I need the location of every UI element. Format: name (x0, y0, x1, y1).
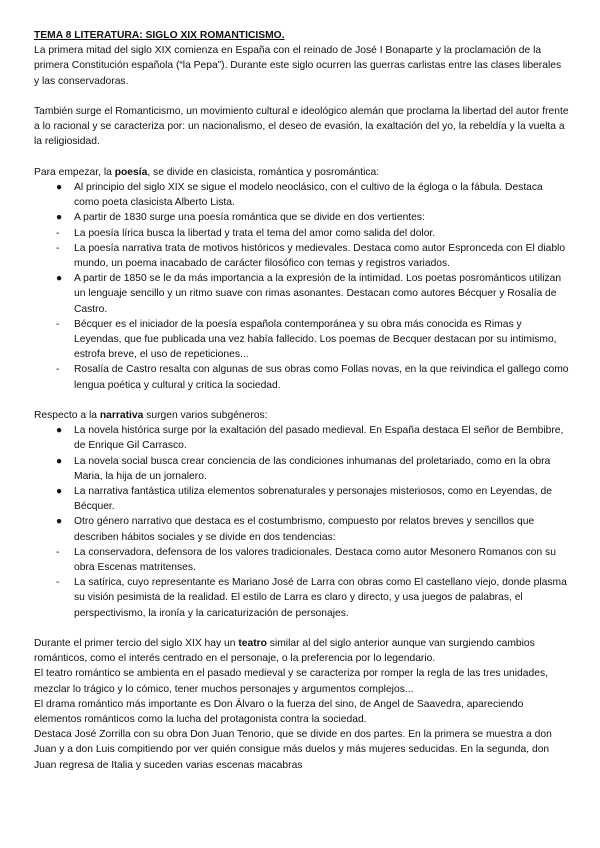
narrativa-keyword: narrativa (99, 410, 144, 422)
intro-paragraph-2: También surge el Romanticismo, un movimiento cultural e ideológico alemán que proclama la libertad del autor frente a lo racional y se caracteriza por: un nacionalismo, el deseo de evasión, la exaltación del yo, la rebeldía y la vuelta a la religiosidad. (34, 106, 569, 148)
list-item: - Rosalía de Castro resalta con algunas de sus obras como Follas novas, en la que reivindica el gallego como lengua poética y cultural y critica la sociedad. (56, 364, 569, 391)
list-item: - La poesía lírica busca la libertad y trata el tema del amor como salida del dolor. (34, 226, 569, 241)
narrativa-list (34, 423, 569, 621)
bullet-icon: ● (56, 182, 63, 193)
poesia-lead: Para empezar, la poesía, se divide en clasicista, romántica y posromántica: (34, 166, 380, 178)
bullet-icon: ● (56, 455, 63, 467)
poesia-list (34, 180, 569, 393)
dash-icon: - (56, 227, 60, 239)
spacer (34, 621, 569, 636)
list-item: ● A partir de 1830 surge una poesía romántica que se divide en dos vertientes: (34, 210, 569, 225)
teatro-lead: Durante el primer tercio del siglo XIX hay un teatro similar al del siglo anterior aunque van surgiendo cambios románticos, como el interés centrado en el personaje, o la preferencia por lo legendario. (34, 638, 535, 665)
narrativa-lead: Respecto a la narrativa surgen varios subgéneros: (34, 410, 268, 422)
bullet-icon: ● (56, 273, 63, 285)
spacer (34, 150, 569, 165)
page-title: TEMA 8 LITERATURA: SIGLO XIX ROMANTICISMO. (34, 30, 285, 41)
list-item: ● La novela social busca crear conciencia de las condiciones inhumanas del proletariado, como en la obra Maria, la hija de un jornalero. (56, 455, 551, 482)
list-item: ● La novela histórica surge por la exaltación del pasado medieval. En España destaca El señor de Bembibre, de Enrique Gil Carrasco. (56, 425, 564, 452)
bullet-icon: ● (56, 486, 63, 498)
teatro-paragraph-2: El teatro romántico se ambienta en el pasado medieval y se caracteriza por romper la regla de las tres unidades, mezclar lo trágico y lo cómico, tener muchos personajes y argumentos complejos... (34, 668, 548, 695)
list-item: ● Al principio del siglo XIX se sigue el modelo neoclásico, con el cultivo de la égloga o la fábula. Destaca como poeta clasicista Alberto Lista. (56, 182, 543, 209)
list-item: - La satírica, cuyo representante es Mariano José de Larra con obras como El castellano viejo, donde plasma su visión pesimista de la realidad. El estilo de Larra es claro y directo, y usa juegos de palabras, el perspectivismo, la ironía y la caricaturización de personajes. (56, 577, 567, 619)
spacer (34, 393, 569, 408)
list-item: - Bécquer es el iniciador de la poesía española contemporánea y su obra más conocida es Rimas y Leyendas, que fue publicada una vez había fallecido. Los poemas de Becquer destacan por su intimismo, estrofa breve, el uso de repeticiones... (56, 318, 557, 361)
list-item: ● La narrativa fantástica utiliza elementos sobrenaturales y personajes misteriosos, como en Leyendas, de Bécquer. (56, 486, 552, 513)
poesia-keyword: poesía (114, 166, 148, 178)
teatro-paragraph-3: El drama romántico más importante es Don Álvaro o la fuerza del sino, de Angel de Saavedra, apareciendo elementos románticos como la lucha del protagonista contra la sociedad. (34, 698, 524, 726)
intro-paragraph-1: La primera mitad del siglo XIX comienza en España con el reinado de José I Bonaparte y la proclamación de la primera Constitución española (“la Pepa”). Durante este siglo ocurren las guerras carlistas entre las clases liberales y las conservadoras. (34, 45, 562, 87)
bullet-icon: ● (56, 425, 63, 437)
spacer (34, 89, 569, 104)
list-item: ● A partir de 1850 se le da más importancia a la expresión de la intimidad. Los poetas posrománticos utilizan un lenguaje sencillo y un ritmo suave con rimas asonantes. Destacan como autores Bécquer y Rosalía de Castro. (56, 273, 562, 315)
list-item: - La poesía narrativa trata de motivos históricos y medievales. Destaca como autor Espronceda con El diablo mundo, un poema inacabado de carácter filosófico con temas y registros variados. (56, 242, 566, 270)
dash-icon: - (56, 242, 60, 254)
dash-icon: - (56, 364, 60, 376)
list-item: - La conservadora, defensora de los valores tradicionales. Destaca como autor Mesonero Romanos con su obra Escenas matritenses. (56, 546, 556, 574)
teatro-paragraph-4: Destaca José Zorrilla con su obra Don Juan Tenorio, que se divide en dos partes. En la primera se muestra a don Juan y a don Luis compitiendo por ver quién consigue más duelos y más mujeres seducidas. En la segunda, don Juan regresa de Italia y suceden varias escenas macabras (34, 729, 552, 771)
dash-icon: - (56, 546, 60, 558)
dash-icon: - (56, 318, 60, 330)
dash-icon: - (56, 577, 60, 589)
document-body (34, 28, 569, 773)
bullet-icon: ● (56, 516, 63, 528)
list-item: ● Otro género narrativo que destaca es el costumbrismo, compuesto por relatos breves y sencillos que describen hábitos sociales y se divide en dos tendencias: (56, 516, 535, 543)
teatro-keyword: teatro (238, 638, 267, 650)
bullet-icon: ● (56, 212, 63, 224)
